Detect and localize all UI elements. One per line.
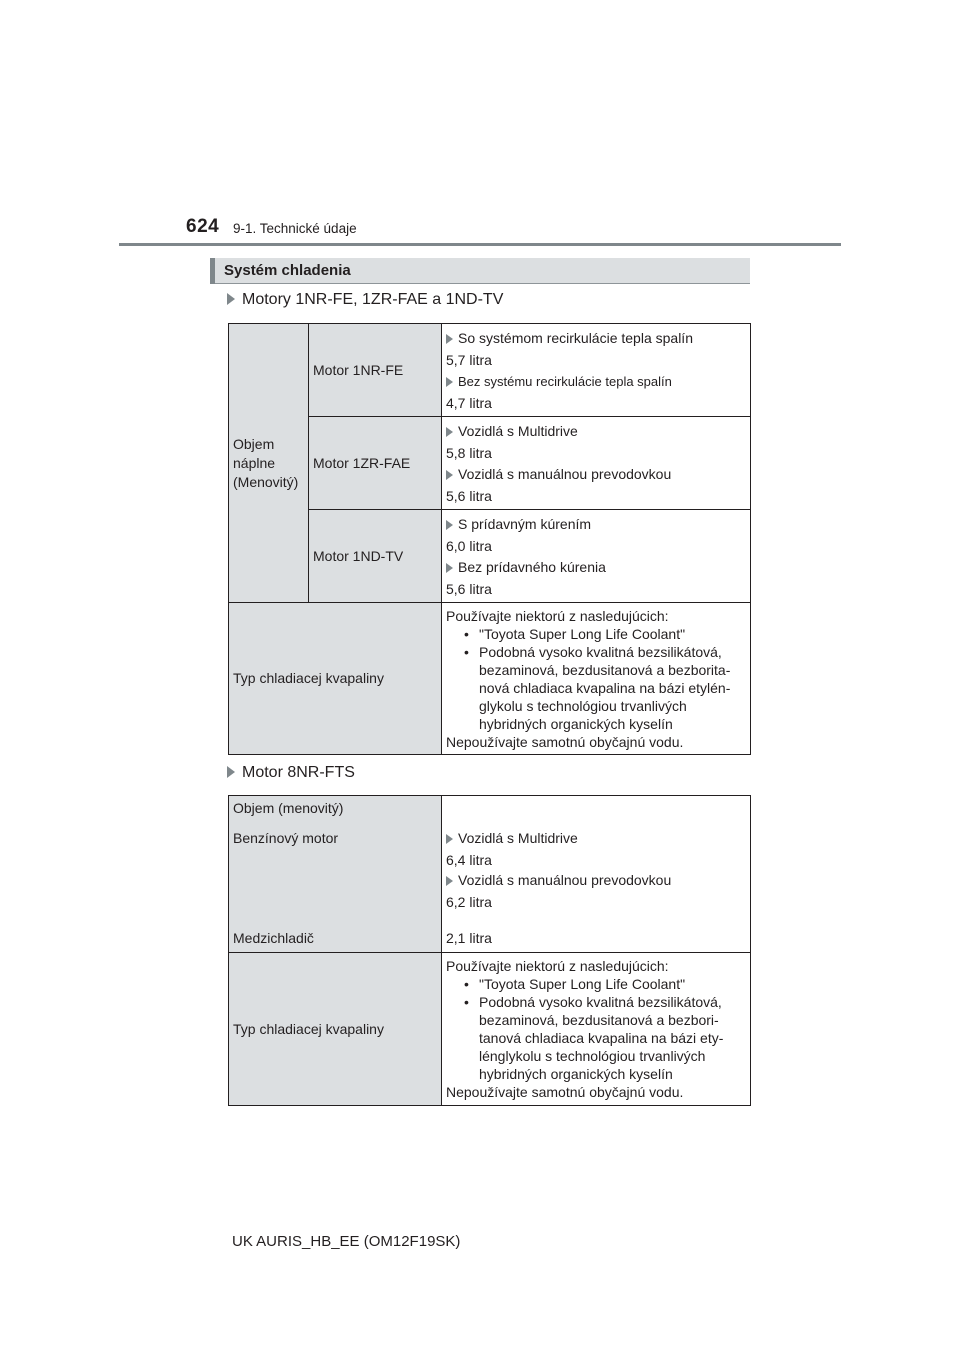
coolant-item: • "Toyota Super Long Life Coolant" — [464, 976, 686, 992]
coolant-item: • "Toyota Super Long Life Coolant" — [464, 625, 686, 642]
coolant-type-label: Typ chladiacej kvapaliny — [233, 1020, 384, 1037]
page-number: 624 — [186, 216, 220, 237]
triangle-marker-icon — [446, 427, 453, 437]
coolant-item: • Podobná vysoko kvalitná bezsilikátová, bezaminová, bezdusitanová a bezbori-tanová chladiaca kvapalina na bázi ety-lénglykolu s technológiou trvanlivých hybridných organických kyselín — [464, 994, 724, 1082]
capacity-cell — [442, 510, 751, 603]
option-condition: Vozidlá s manuálnou prevodovkou — [446, 465, 746, 484]
coolant-type-cell — [442, 953, 751, 1106]
petrol-engine-label: Benzínový motor — [233, 830, 339, 846]
subheading-block2-text: Motor 8NR-FTS — [242, 764, 355, 781]
triangle-marker-icon — [446, 377, 453, 387]
option-value: 5,6 litra — [446, 488, 492, 504]
table-row — [229, 324, 751, 417]
coolant-type-cell — [442, 603, 751, 755]
table-row — [229, 603, 751, 755]
triangle-marker-icon — [446, 470, 453, 480]
coolant-type-label-cell — [229, 603, 442, 755]
option-condition: Bez systému recirkulácie tepla spalín — [446, 372, 746, 391]
header-divider — [119, 243, 841, 246]
option-value: 4,7 litra — [446, 395, 492, 411]
triangle-marker-icon — [446, 834, 453, 844]
coolant-intro: Používajte niektorú z nasledujúcich: — [446, 958, 669, 974]
coolant-type-label: Typ chladiacej kvapaliny — [233, 670, 384, 686]
section-title: Systém chladenia — [224, 262, 351, 279]
engine-cell — [309, 324, 442, 417]
option-value: 5,6 litra — [446, 581, 492, 597]
engine-cell — [309, 417, 442, 510]
option-condition: Vozidlá s Multidrive — [446, 422, 746, 441]
option-value: 5,7 litra — [446, 352, 492, 368]
option-value: 6,4 litra — [446, 852, 492, 868]
capacity-label: Objem (menovitý) — [233, 800, 344, 816]
option-value: 6,0 litra — [446, 538, 492, 554]
option-condition: So systémom recirkulácie tepla spalín — [446, 329, 746, 348]
table-row — [229, 953, 751, 1106]
triangle-marker-icon — [446, 563, 453, 573]
capacity-cell — [442, 417, 751, 510]
model-code-footer: UK AURIS_HB_EE (OM12F19SK) — [232, 1233, 461, 1250]
intercooler-value: 2,1 litra — [446, 930, 492, 946]
section-bar-accent — [210, 258, 215, 284]
option-condition: Vozidlá s Multidrive — [446, 829, 578, 848]
subheading-block2 — [227, 764, 355, 782]
capacity-label: Objem náplne (Menovitý) — [233, 435, 299, 490]
coolant-intro: Používajte niektorú z nasledujúcich: — [446, 607, 669, 624]
option-value: 6,2 litra — [446, 894, 492, 910]
engine-label: Motor 1ND-TV — [313, 547, 404, 564]
subheading-block1 — [227, 291, 503, 309]
intercooler-label: Medzichladič — [233, 930, 314, 946]
triangle-marker-icon — [446, 334, 453, 344]
coolant-note: Nepoužívajte samotnú obyčajnú vodu. — [446, 1084, 684, 1100]
capacity-label-cell — [229, 324, 309, 603]
engine-label: Motor 1ZR-FAE — [313, 454, 411, 471]
coolant-item: • Podobná vysoko kvalitná bezsilikátová, bezaminová, bezdusitanová a bezborita-nová chladiaca kvapalina na bázi etylén-glykolu s technológiou trvanlivých hybridných organických kyselín — [464, 643, 731, 732]
coolant-table-2 — [228, 795, 751, 1106]
triangle-marker-icon — [446, 520, 453, 530]
triangle-marker-icon — [227, 293, 235, 305]
capacity-cell — [442, 324, 751, 417]
coolant-note: Nepoužívajte samotnú obyčajnú vodu. — [446, 733, 684, 750]
coolant-table-1 — [228, 323, 751, 755]
triangle-marker-icon — [227, 766, 235, 778]
table-row — [229, 796, 751, 953]
option-value: 5,8 litra — [446, 445, 492, 461]
chapter-title: 9-1. Technické údaje — [233, 221, 357, 236]
capacity-cell — [442, 796, 751, 953]
engine-cell — [309, 510, 442, 603]
capacity-label-cell — [229, 796, 442, 953]
option-condition: S prídavným kúrením — [446, 515, 746, 534]
subheading-block1-text: Motory 1NR-FE, 1ZR-FAE a 1ND-TV — [242, 291, 504, 308]
option-condition: Bez prídavného kúrenia — [446, 558, 746, 577]
coolant-type-label-cell — [229, 953, 442, 1106]
engine-label: Motor 1NR-FE — [313, 361, 404, 378]
section-bar — [210, 258, 750, 284]
triangle-marker-icon — [446, 876, 453, 886]
option-condition: Vozidlá s manuálnou prevodovkou — [446, 871, 671, 890]
